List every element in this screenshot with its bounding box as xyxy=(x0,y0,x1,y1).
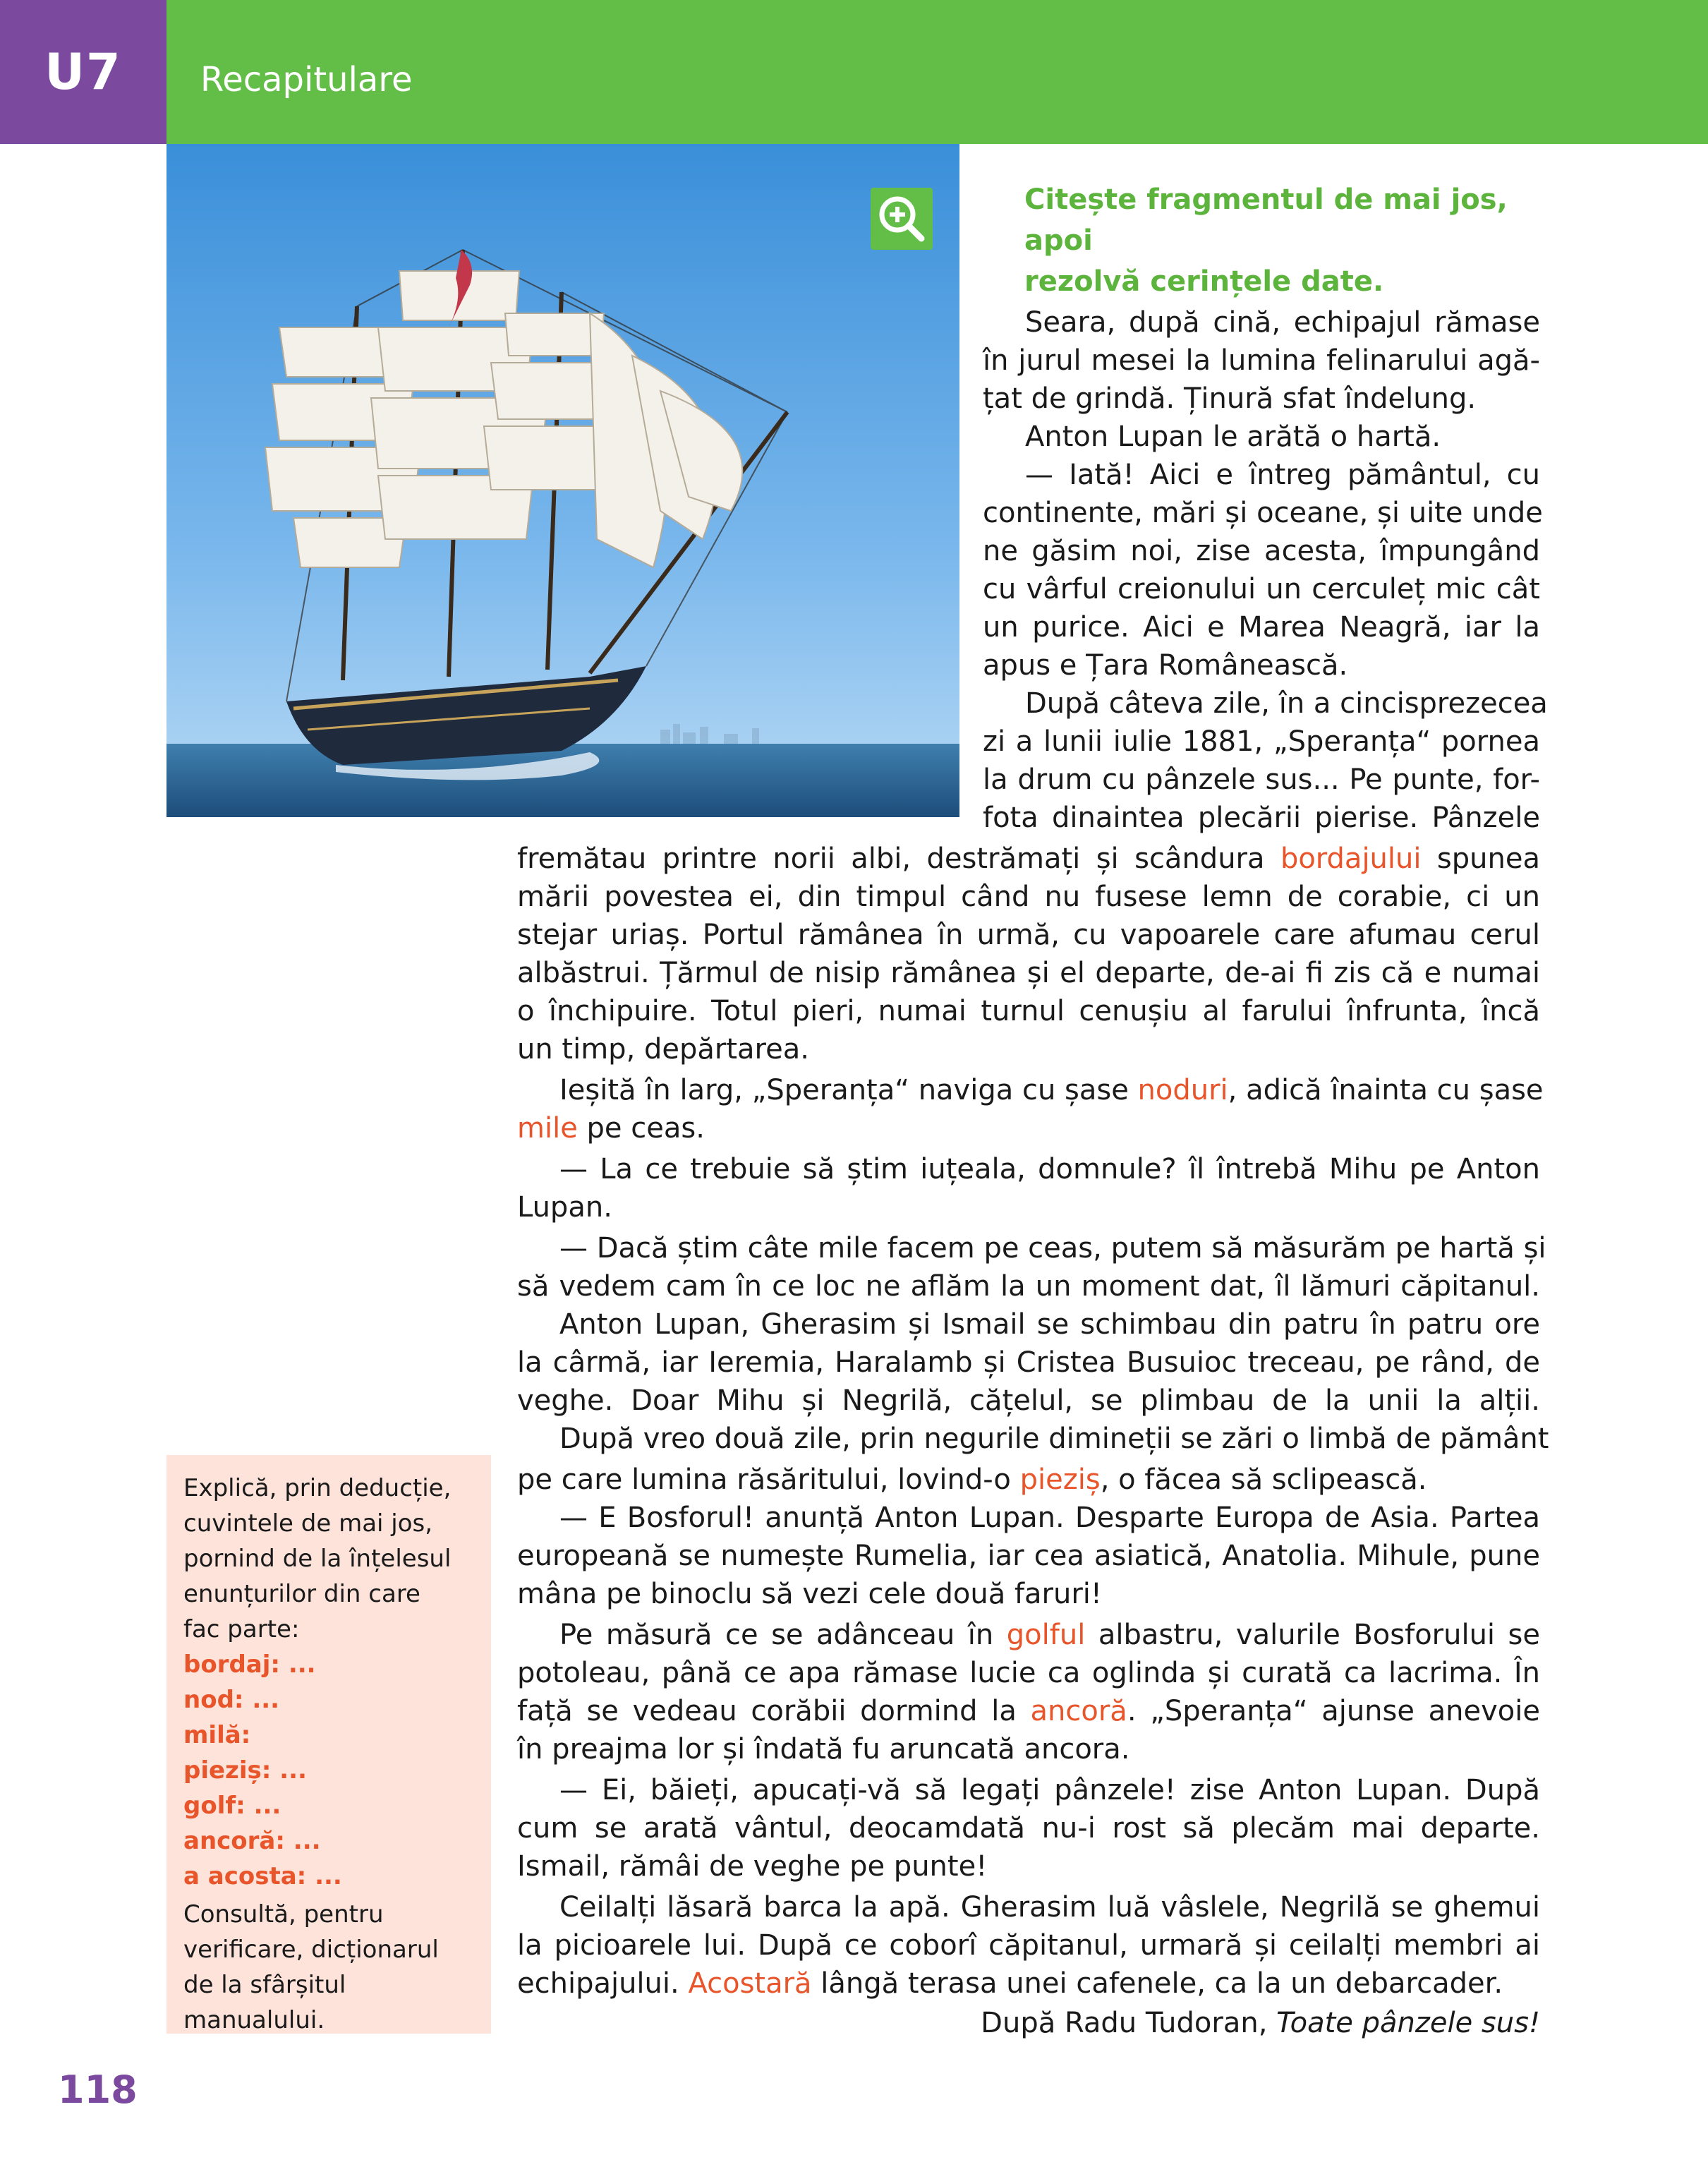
text-line: apus e Țara Românească. xyxy=(983,649,1348,682)
text-line xyxy=(517,1964,1540,2003)
text-span: spunea xyxy=(1421,843,1540,875)
instruction-line: Citește fragmentul de mai jos, apoi xyxy=(1024,183,1508,257)
text-line: stejar uriaș. Portul rămânea în urmă, cu vapoarele care afumau cerul xyxy=(517,919,1540,951)
text-span: pe care lumina răsăritului, lovind-o xyxy=(517,1463,1020,1496)
vocabulary-exercise-box xyxy=(166,1455,491,2034)
text-line: albăstrui. Țărmul de nisip rămânea și el departe, de-ai fi zis că e numai xyxy=(517,957,1540,989)
text-line: cum se arată vântul, deocamdată nu-i rost să plecăm mai departe. xyxy=(517,1812,1540,1845)
text-line: După câteva zile, în a cincisprezecea xyxy=(1025,687,1548,720)
text-span: Pe măsură ce se adânceau în xyxy=(559,1619,1007,1651)
ship-illustration xyxy=(166,144,959,817)
text-line: Seara, după cină, echipajul rămase xyxy=(1025,306,1540,339)
task-line: cuvintele de mai jos, xyxy=(183,1509,433,1538)
text-line xyxy=(517,1071,1544,1109)
text-line: — Iată! Aici e întreg pământul, cu xyxy=(1025,459,1540,491)
text-line: europeană se numește Rumelia, iar cea asiatică, Anatolia. Mihule, pune xyxy=(517,1540,1540,1572)
text-span: fremătau printre norii albi, destrămați și scândura xyxy=(517,843,1280,875)
note-line: manualului. xyxy=(183,2006,325,2034)
term-golf: golf: ... xyxy=(183,1792,281,1820)
task-line: Explică, prin deducție, xyxy=(183,1474,452,1502)
unit-label: U7 xyxy=(44,43,122,101)
text-line: la drum cu pânzele sus... Pe punte, for- xyxy=(983,763,1540,796)
keyword-ancora: ancoră xyxy=(1030,1695,1127,1727)
text-line: la picioarele lui. După ce coborî căpitanul, urmară și ceilalți membri ai xyxy=(517,1929,1540,1962)
reading-instruction xyxy=(1024,179,1575,302)
text-line: cu vârful creionului un cerculeț mic cât xyxy=(983,573,1540,605)
keyword-bordaj: bordajului xyxy=(1280,843,1422,875)
text-span: pe ceas. xyxy=(577,1112,705,1145)
text-line xyxy=(517,1692,1540,1730)
text-line xyxy=(517,1616,1540,1654)
text-line: — E Bosforul! anunță Anton Lupan. Desparte Europa de Asia. Partea xyxy=(559,1502,1540,1534)
text-line: continente, mări și oceane, și uite unde xyxy=(983,497,1543,529)
text-line: mării povestea ei, din timpul când nu fusese lemn de corabie, ci un xyxy=(517,881,1540,913)
text-line: fota dinaintea plecării pierise. Pânzele xyxy=(983,802,1540,834)
term-a-acosta: a acosta: ... xyxy=(183,1862,342,1890)
instruction-line: rezolvă cerințele date. xyxy=(1024,265,1384,298)
text-line: un timp, depărtarea. xyxy=(517,1033,809,1066)
keyword-mile: mile xyxy=(517,1112,578,1145)
text-span: echipajului. xyxy=(517,1967,689,2000)
zoom-in-icon[interactable] xyxy=(871,188,933,250)
keyword-acostara: Acostară xyxy=(688,1967,812,2000)
text-line: un purice. Aici e Marea Neagră, iar la xyxy=(983,611,1540,644)
tall-ship-picture xyxy=(166,144,959,817)
keyword-golful: golful xyxy=(1006,1619,1086,1651)
keyword-noduri: noduri xyxy=(1137,1074,1228,1106)
text-line: Anton Lupan le arătă o hartă. xyxy=(1025,421,1441,453)
text-span: , o făcea să sclipească. xyxy=(1100,1463,1427,1496)
text-line xyxy=(517,840,1540,878)
note-line: verificare, dicționarul xyxy=(183,1936,439,1964)
text-line: — Ei, băieți, apucați-vă să legați pânzele! zise Anton Lupan. După xyxy=(559,1774,1540,1806)
task-line: pornind de la înțelesul xyxy=(183,1545,452,1573)
text-line: în preajma lor și îndată fu aruncată ancora. xyxy=(517,1733,1130,1765)
text-line: Ceilalți lăsară barca la apă. Gherasim luă vâslele, Negrilă se ghemui xyxy=(559,1891,1540,1924)
term-piezis: pieziș: ... xyxy=(183,1756,307,1785)
text-span: . „Speranța“ ajunse anevoie xyxy=(1127,1695,1540,1727)
text-line: în jurul mesei la lumina felinarului agă- xyxy=(983,344,1540,377)
note-line: de la sfârșitul xyxy=(183,1971,346,1999)
text-line: mâna pe binoclu să vezi cele două faruri! xyxy=(517,1578,1102,1610)
text-line xyxy=(517,1109,1540,1147)
text-span: lângă terasa unei cafenele, ca la un debarcader. xyxy=(811,1967,1503,2000)
text-span: , adică înainta cu șase xyxy=(1228,1074,1544,1106)
term-ancora: ancoră: ... xyxy=(183,1827,321,1855)
text-span: albastru, valurile Bosforului se xyxy=(1085,1619,1541,1651)
unit-badge xyxy=(0,0,166,144)
text-line: Ismail, rămâi de veghe pe punte! xyxy=(517,1850,988,1883)
text-span: față se vedeau corăbii dormind la xyxy=(517,1695,1031,1727)
page-number: 118 xyxy=(58,2068,138,2112)
task-line: enunțurilor din care xyxy=(183,1580,420,1608)
source-citation xyxy=(847,2004,1540,2042)
text-line: la cârmă, iar Ieremia, Haralamb și Cristea Busuioc treceau, pe rând, de xyxy=(517,1346,1540,1379)
text-line: să vedem cam în ce loc ne aflăm la un moment dat, îl lămuri căpitanul. xyxy=(517,1270,1540,1303)
task-line: fac parte: xyxy=(183,1615,300,1643)
text-line: o închipuire. Totul pieri, numai turnul cenușiu al farului înfrunta, încă xyxy=(517,995,1540,1027)
text-line: ne găsim noi, zise acesta, împungând xyxy=(983,535,1540,567)
citation-author: După Radu Tudoran, xyxy=(981,2007,1277,2039)
text-line xyxy=(517,1461,1540,1499)
note-line: Consultă, pentru xyxy=(183,1900,384,1928)
text-span: Ieșită în larg, „Speranța“ naviga cu șase xyxy=(559,1074,1138,1106)
term-mila: milă: xyxy=(183,1721,251,1749)
text-line: Lupan. xyxy=(517,1191,612,1224)
text-line: zi a lunii iulie 1881, „Speranța“ pornea xyxy=(983,725,1540,758)
text-line: — La ce trebuie să știm iuțeala, domnule? îl întrebă Mihu pe Anton xyxy=(559,1153,1540,1185)
text-line: Anton Lupan, Gherasim și Ismail se schimbau din patru în patru ore xyxy=(559,1308,1540,1341)
text-line: După vreo două zile, prin negurile dimineții se zări o limbă de pământ xyxy=(559,1423,1549,1455)
section-title: Recapitulare xyxy=(200,60,413,99)
text-line: potoleau, până ce apa rămase lucie ca oglinda și curată ca lacrima. În xyxy=(517,1657,1540,1689)
text-line: țat de grindă. Ținură sfat îndelung. xyxy=(983,382,1477,415)
text-line: — Dacă știm câte mile facem pe ceas, putem să măsurăm pe hartă și xyxy=(559,1232,1546,1264)
keyword-piezis: pieziș xyxy=(1019,1463,1101,1496)
term-nod: nod: ... xyxy=(183,1686,280,1714)
term-bordaj: bordaj: ... xyxy=(183,1650,316,1679)
text-line: veghe. Doar Mihu și Negrilă, cățelul, se plimbau de la unii la alții. xyxy=(517,1384,1540,1417)
citation-title: Toate pânzele sus! xyxy=(1276,2007,1540,2039)
